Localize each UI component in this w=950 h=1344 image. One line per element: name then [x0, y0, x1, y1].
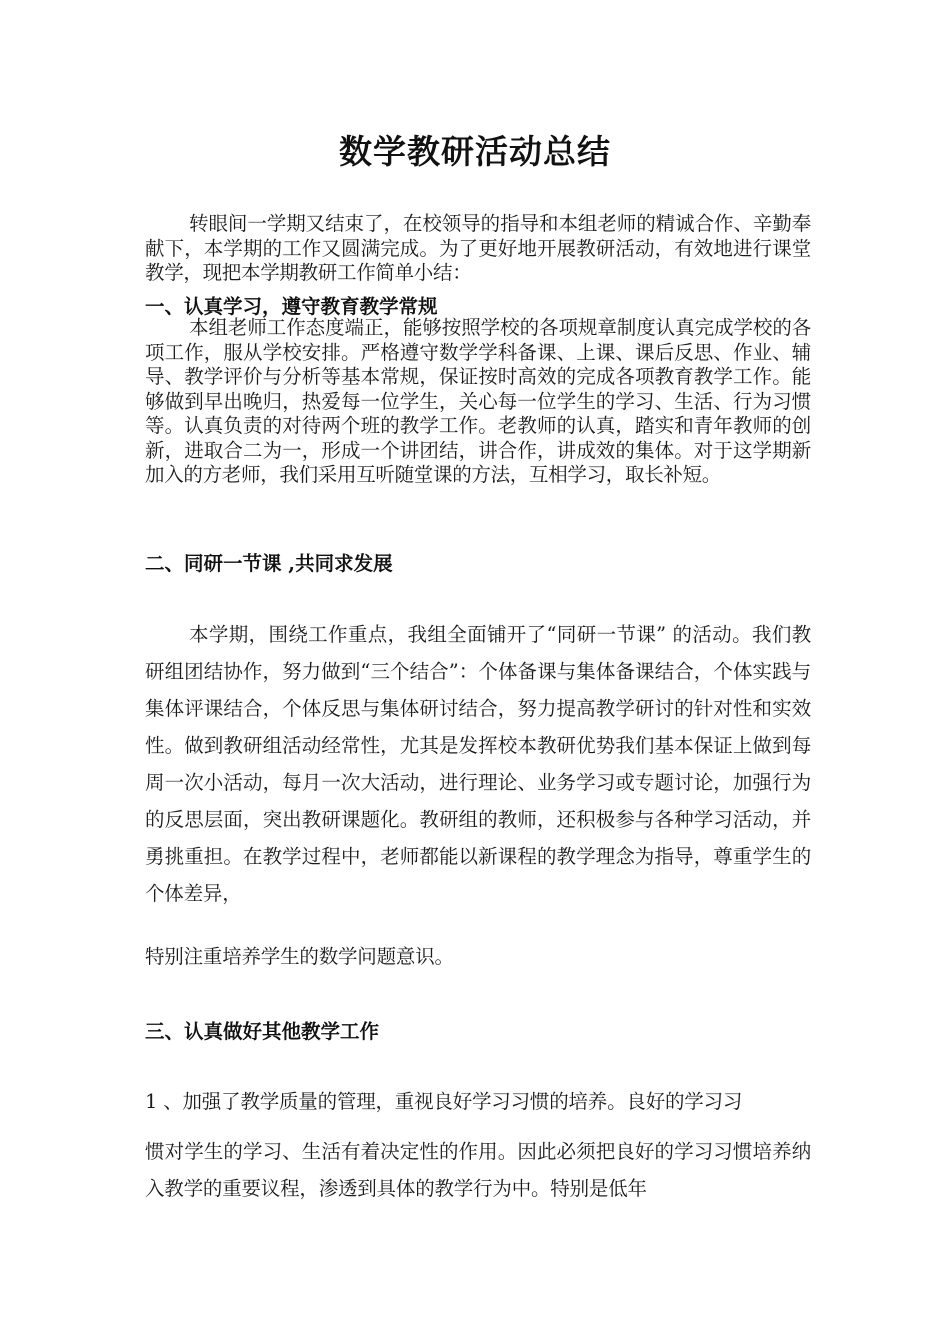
section2-heading: 二、同研一节课 ,共同求发展: [145, 552, 393, 575]
section3-item1-first-line: 1 、加强了教学质量的管理，重视良好学习习惯的培养。良好的学习习: [145, 1090, 743, 1113]
section3-item1-continued: 惯对学生的学习、生活有着决定性的作用。因此必须把良好的学习习惯培养纳入教学的重要议程，渗透到具体的教学行为中。特别是低年: [145, 1140, 811, 1200]
intro-paragraph: 转眼间一学期又结束了，在校领导的指导和本组老师的精诚合作、辛勤奉献下，本学期的工作又圆满完成。为了更好地开展教研活动，有效地进行课堂教学，现把本学期教研工作简单小结：: [145, 212, 811, 284]
section2-paragraph-continued: 特别注重培养学生的数学问题意识。: [145, 945, 454, 968]
section3-heading: 三、认真做好其他教学工作: [145, 1020, 380, 1043]
section1-heading: 一、认真学习，遵守教育教学常规: [145, 295, 438, 318]
section1-paragraph: 本组老师工作态度端正，能够按照学校的各项规章制度认真完成学校的各项工作，服从学校安排。严格遵守数学学科备课、上课、课后反思、作业、辅导、教学评价与分析等基本常规，保证按时高效的完成各项教育教学工作。能够做到早出晚归，热爱每一位学生，关心每一位学生的学习、生活、行为习惯等。认真负责的对待两个班的教学工作。老教师的认真，踏实和青年教师的创新，进取合二为一，形成一个讲团结，讲合作，讲成效的集体。对于这学期新加入的方老师，我们采用互听随堂课的方法，互相学习，取长补短。: [145, 316, 811, 486]
document-title: 数学教研活动总结: [339, 132, 611, 171]
section2-paragraph: 本学期，围绕工作重点，我组全面铺开了“同研一节课” 的活动。我们教研组团结协作，努力做到“三个结合”：个体备课与集体备课结合，个体实践与集体评课结合，个体反思与集体研讨结合，努力提高教学研讨的针对性和实效性。做到教研组活动经常性，尤其是发挥校本教研优势我们基本保证上做到每周一次小活动，每月一次大活动，进行理论、业务学习或专题讨论，加强行为的反思层面，突出教研课题化。教研组的教师，还积极参与各种学习活动，并勇挑重担。在教学过程中，老师都能以新课程的教学理念为指导，尊重学生的个体差异，: [145, 623, 811, 905]
